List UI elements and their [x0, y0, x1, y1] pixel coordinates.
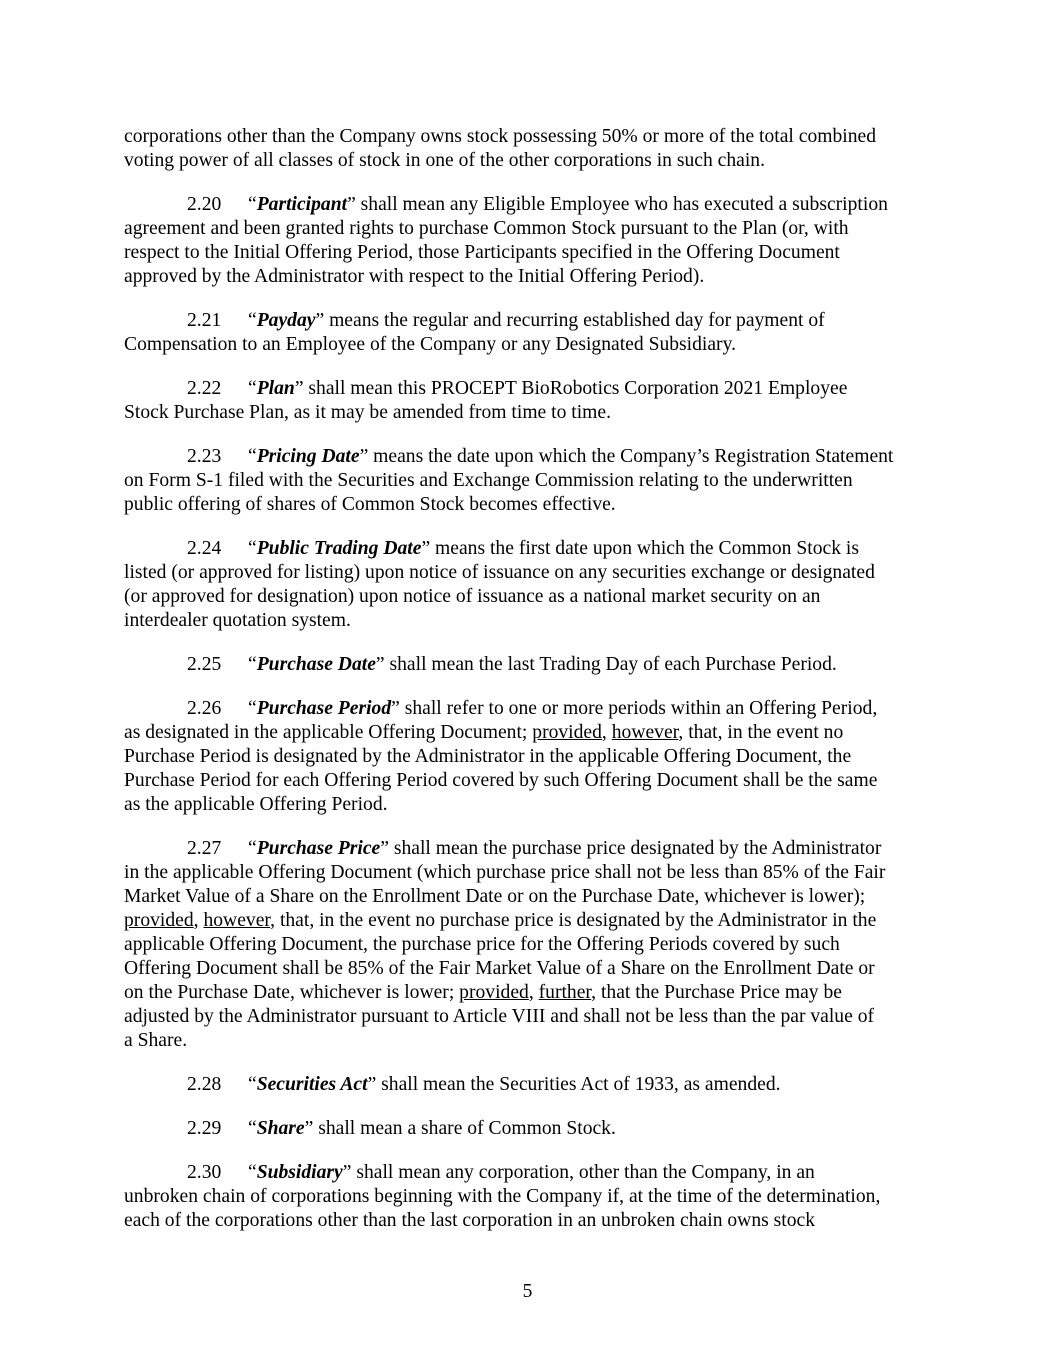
text-line: [124, 493, 944, 517]
text-segment: Offering Document shall be 85% of the Fair Market Value of a Share on the Enrollment Date or: [124, 958, 875, 979]
text-line: [124, 981, 944, 1005]
text-line: [124, 125, 944, 149]
definition-text: ” shall mean the last Trading Day of each Purchase Period.: [375, 654, 837, 675]
definition-2-23: [124, 445, 944, 517]
text-line: [124, 1209, 944, 1233]
text-line: [124, 793, 944, 817]
underlined-text: provided: [124, 910, 194, 931]
text-segment: agreement and been granted rights to purchase Common Stock pursuant to the Plan (or, with: [124, 218, 849, 239]
definition-first-line: [124, 309, 944, 333]
open-quote: “: [248, 538, 257, 559]
definition-text: ” shall mean this PROCEPT BioRobotics Corporation 2021 Employee: [294, 378, 848, 399]
definition-first-line: [124, 445, 944, 469]
definition-2-27: [124, 837, 944, 1053]
text-segment: each of the corporations other than the last corporation in an unbroken chain owns stock: [124, 1210, 816, 1231]
text-line: [124, 721, 944, 745]
text-segment: on Form S-1 filed with the Securities and Exchange Commission relating to the underwritten: [124, 470, 853, 491]
underlined-text: provided: [459, 982, 529, 1003]
definition-2-25: [124, 653, 944, 677]
open-quote: “: [248, 1074, 257, 1095]
text-segment: , that, in the event no: [678, 722, 844, 743]
text-segment: approved by the Administrator with respect to the Initial Offering Period).: [124, 266, 705, 287]
defined-term: Securities Act: [256, 1074, 368, 1095]
section-number: 2.27: [187, 838, 222, 859]
text-segment: Purchase Period is designated by the Administrator in the applicable Offering Document, the: [124, 746, 852, 767]
text-segment: voting power of all classes of stock in one of the other corporations in such chain.: [124, 150, 765, 171]
text-line: [124, 241, 944, 265]
text-line: [124, 149, 944, 173]
underlined-text: however: [611, 722, 679, 743]
text-segment: in the applicable Offering Document (which purchase price shall not be less than 85% of the Fair: [124, 862, 886, 883]
text-segment: corporations other than the Company owns stock possessing 50% or more of the total combined: [124, 126, 877, 147]
defined-term: Purchase Price: [256, 838, 381, 859]
underlined-text: provided: [532, 722, 602, 743]
text-segment: a Share.: [124, 1030, 188, 1051]
defined-term: Subsidiary: [256, 1162, 343, 1183]
text-segment: Stock Purchase Plan, as it may be amended from time to time.: [124, 402, 612, 423]
open-quote: “: [248, 378, 257, 399]
section-number: 2.29: [187, 1118, 222, 1139]
text-segment: applicable Offering Document, the purchase price for the Offering Periods covered by such: [124, 934, 840, 955]
open-quote: “: [248, 194, 257, 215]
text-segment: respect to the Initial Offering Period, those Participants specified in the Offering Document: [124, 242, 840, 263]
text-segment: interdealer quotation system.: [124, 610, 351, 631]
definition-2-30: [124, 1161, 944, 1233]
open-quote: “: [248, 446, 257, 467]
text-segment: Market Value of a Share on the Enrollment Date or on the Purchase Date, whichever is lower);: [124, 886, 866, 907]
definition-text: ” shall mean any corporation, other than the Company, in an: [342, 1162, 815, 1183]
text-line: [124, 585, 944, 609]
definition-2-21: [124, 309, 944, 357]
defined-term: Participant: [256, 194, 348, 215]
text-segment: as the applicable Offering Period.: [124, 794, 388, 815]
open-quote: “: [248, 1118, 257, 1139]
definition-first-line: [124, 653, 944, 677]
definition-text: ” shall mean any Eligible Employee who has executed a subscription: [347, 194, 888, 215]
text-line: [124, 769, 944, 793]
definition-2-26: [124, 697, 944, 817]
open-quote: “: [248, 1162, 257, 1183]
definition-2-29: [124, 1117, 944, 1141]
definition-text: ” means the regular and recurring established day for payment of: [315, 310, 825, 331]
defined-term: Share: [256, 1118, 305, 1139]
text-line: [124, 401, 944, 425]
text-segment: public offering of shares of Common Stock becomes effective.: [124, 494, 616, 515]
text-line: [124, 469, 944, 493]
section-number: 2.26: [187, 698, 222, 719]
text-line: [124, 933, 944, 957]
section-number: 2.25: [187, 654, 222, 675]
defined-term: Pricing Date: [256, 446, 360, 467]
text-segment: listed (or approved for listing) upon notice of issuance on any securities exchange or designated: [124, 562, 875, 583]
definition-2-20: [124, 193, 944, 289]
open-quote: “: [248, 310, 257, 331]
text-segment: as designated in the applicable Offering Document;: [124, 722, 533, 743]
text-segment: ,: [193, 910, 204, 931]
text-line: [124, 957, 944, 981]
section-number: 2.24: [187, 538, 222, 559]
text-segment: ,: [601, 722, 612, 743]
text-segment: adjusted by the Administrator pursuant to Article VIII and shall not be less than the par value of: [124, 1006, 875, 1027]
section-number: 2.21: [187, 310, 222, 331]
section-number: 2.20: [187, 194, 222, 215]
text-segment: ,: [528, 982, 539, 1003]
definition-first-line: [124, 193, 944, 217]
text-line: [124, 1005, 944, 1029]
defined-term: Purchase Period: [256, 698, 392, 719]
section-number: 2.23: [187, 446, 222, 467]
section-number: 2.28: [187, 1074, 222, 1095]
text-segment: Purchase Period for each Offering Period covered by such Offering Document shall be the same: [124, 770, 878, 791]
paragraph: [124, 125, 944, 173]
text-line: [124, 1029, 944, 1053]
open-quote: “: [248, 654, 257, 675]
definition-text: ” means the date upon which the Company’s Registration Statement: [359, 446, 894, 467]
text-line: [124, 861, 944, 885]
definition-2-22: [124, 377, 944, 425]
text-line: [124, 333, 944, 357]
text-segment: , that the Purchase Price may be: [591, 982, 842, 1003]
text-line: [124, 265, 944, 289]
defined-term: Public Trading Date: [256, 538, 422, 559]
underlined-text: further: [538, 982, 592, 1003]
definition-first-line: [124, 1161, 944, 1185]
definition-text: ” means the first date upon which the Common Stock is: [421, 538, 859, 559]
text-line: [124, 217, 944, 241]
page-number: 5: [522, 1281, 533, 1302]
definition-text: ” shall mean the purchase price designated by the Administrator: [380, 838, 882, 859]
definition-2-28: [124, 1073, 944, 1097]
document-body: [124, 125, 944, 1253]
definition-first-line: [124, 537, 944, 561]
open-quote: “: [248, 838, 257, 859]
text-segment: (or approved for designation) upon notice of issuance as a national market security on an: [124, 586, 821, 607]
definition-text: ” shall mean the Securities Act of 1933, as amended.: [367, 1074, 781, 1095]
text-segment: Compensation to an Employee of the Company or any Designated Subsidiary.: [124, 334, 737, 355]
definition-text: ” shall refer to one or more periods within an Offering Period,: [391, 698, 878, 719]
defined-term: Purchase Date: [256, 654, 376, 675]
definition-text: ” shall mean a share of Common Stock.: [304, 1118, 616, 1139]
definition-2-24: [124, 537, 944, 633]
text-segment: on the Purchase Date, whichever is lower;: [124, 982, 460, 1003]
open-quote: “: [248, 698, 257, 719]
definition-first-line: [124, 1073, 944, 1097]
text-line: [124, 561, 944, 585]
definition-first-line: [124, 837, 944, 861]
section-number: 2.30: [187, 1162, 222, 1183]
text-line: [124, 1185, 944, 1209]
section-number: 2.22: [187, 378, 222, 399]
text-line: [124, 745, 944, 769]
text-segment: unbroken chain of corporations beginning with the Company if, at the time of the determination,: [124, 1186, 881, 1207]
text-segment: , that, in the event no purchase price is designated by the Administrator in the: [270, 910, 877, 931]
underlined-text: however: [203, 910, 271, 931]
defined-term: Plan: [256, 378, 295, 399]
defined-term: Payday: [256, 310, 316, 331]
definition-first-line: [124, 377, 944, 401]
definition-first-line: [124, 697, 944, 721]
text-line: [124, 609, 944, 633]
text-line: [124, 885, 944, 909]
text-line: [124, 909, 944, 933]
definition-first-line: [124, 1117, 944, 1141]
